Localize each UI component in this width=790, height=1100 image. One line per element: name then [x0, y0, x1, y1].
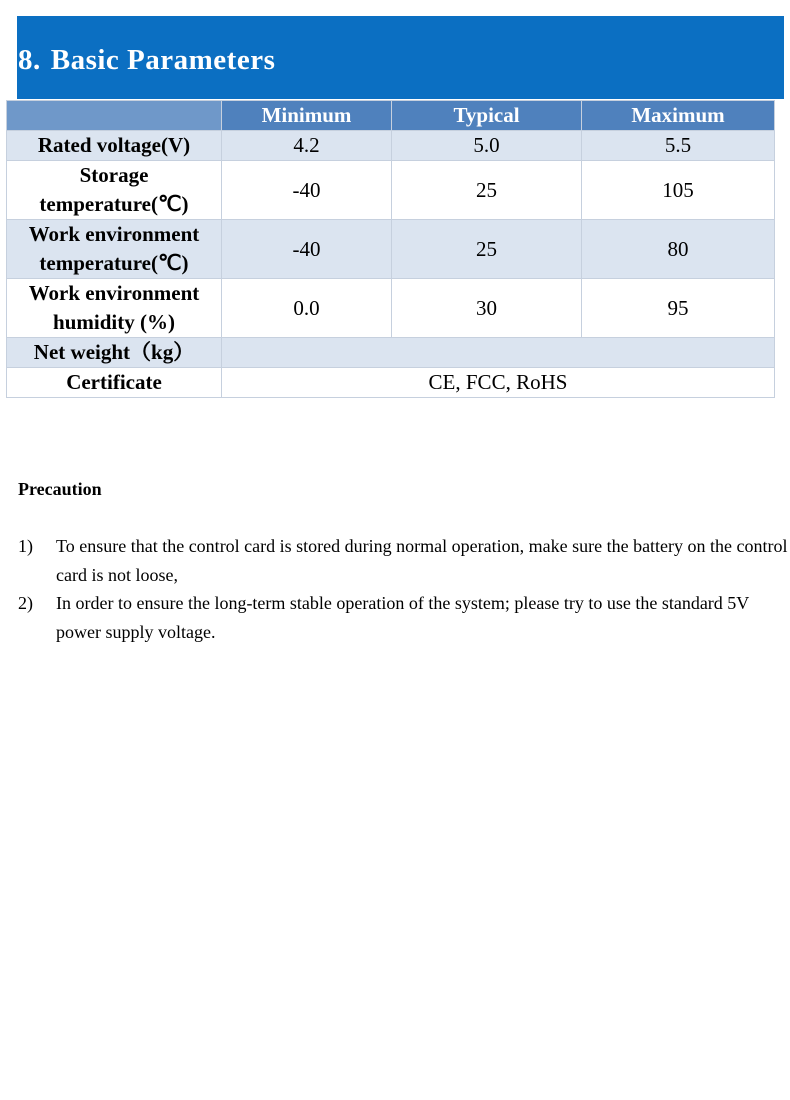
- list-item-text: In order to ensure the long-term stable operation of the system; please try to use the standard 5V power supply voltage.: [56, 593, 749, 642]
- table-row: [7, 368, 775, 398]
- cell-maximum: 5.5: [582, 131, 775, 161]
- row-label: Work environment humidity (%): [7, 279, 222, 338]
- cell-typical: 25: [392, 161, 582, 220]
- row-label: Rated voltage(V): [7, 131, 222, 161]
- header-blank-cell: [7, 101, 222, 131]
- cell-minimum: -40: [222, 161, 392, 220]
- row-label: Storage temperature(℃): [7, 161, 222, 220]
- cell-minimum: 4.2: [222, 131, 392, 161]
- cell-typical: 5.0: [392, 131, 582, 161]
- cell-minimum: 0.0: [222, 279, 392, 338]
- precaution-heading: Precaution: [18, 479, 102, 499]
- cell-certificate-value: CE, FCC, RoHS: [222, 368, 775, 398]
- section-title-text: Basic Parameters: [50, 44, 276, 76]
- section-number: 8.: [18, 44, 41, 76]
- header-maximum: Maximum: [582, 101, 775, 131]
- row-label: Net weight（kg）: [7, 338, 222, 368]
- section-banner: [17, 16, 784, 99]
- header-minimum: Minimum: [222, 101, 392, 131]
- section-title: [18, 44, 275, 77]
- cell-typical: 30: [392, 279, 582, 338]
- cell-minimum: -40: [222, 220, 392, 279]
- table-row: [7, 220, 775, 279]
- cell-maximum: 105: [582, 161, 775, 220]
- table-row: [7, 131, 775, 161]
- header-typical: Typical: [392, 101, 582, 131]
- table-row: [7, 279, 775, 338]
- row-label: Certificate: [7, 368, 222, 398]
- list-item-number: 1): [18, 536, 33, 556]
- list-item-text: To ensure that the control card is stored during normal operation, make sure the battery on the control card is not loose,: [56, 536, 788, 585]
- list-item-number: 2): [18, 593, 33, 613]
- parameters-table: [6, 100, 775, 398]
- cell-maximum: 95: [582, 279, 775, 338]
- table-row: [7, 161, 775, 220]
- table-row: [7, 338, 775, 368]
- cell-maximum: 80: [582, 220, 775, 279]
- cell-net-weight-value: [222, 338, 775, 368]
- table-header-row: [7, 101, 775, 131]
- cell-typical: 25: [392, 220, 582, 279]
- row-label: Work environment temperature(℃): [7, 220, 222, 279]
